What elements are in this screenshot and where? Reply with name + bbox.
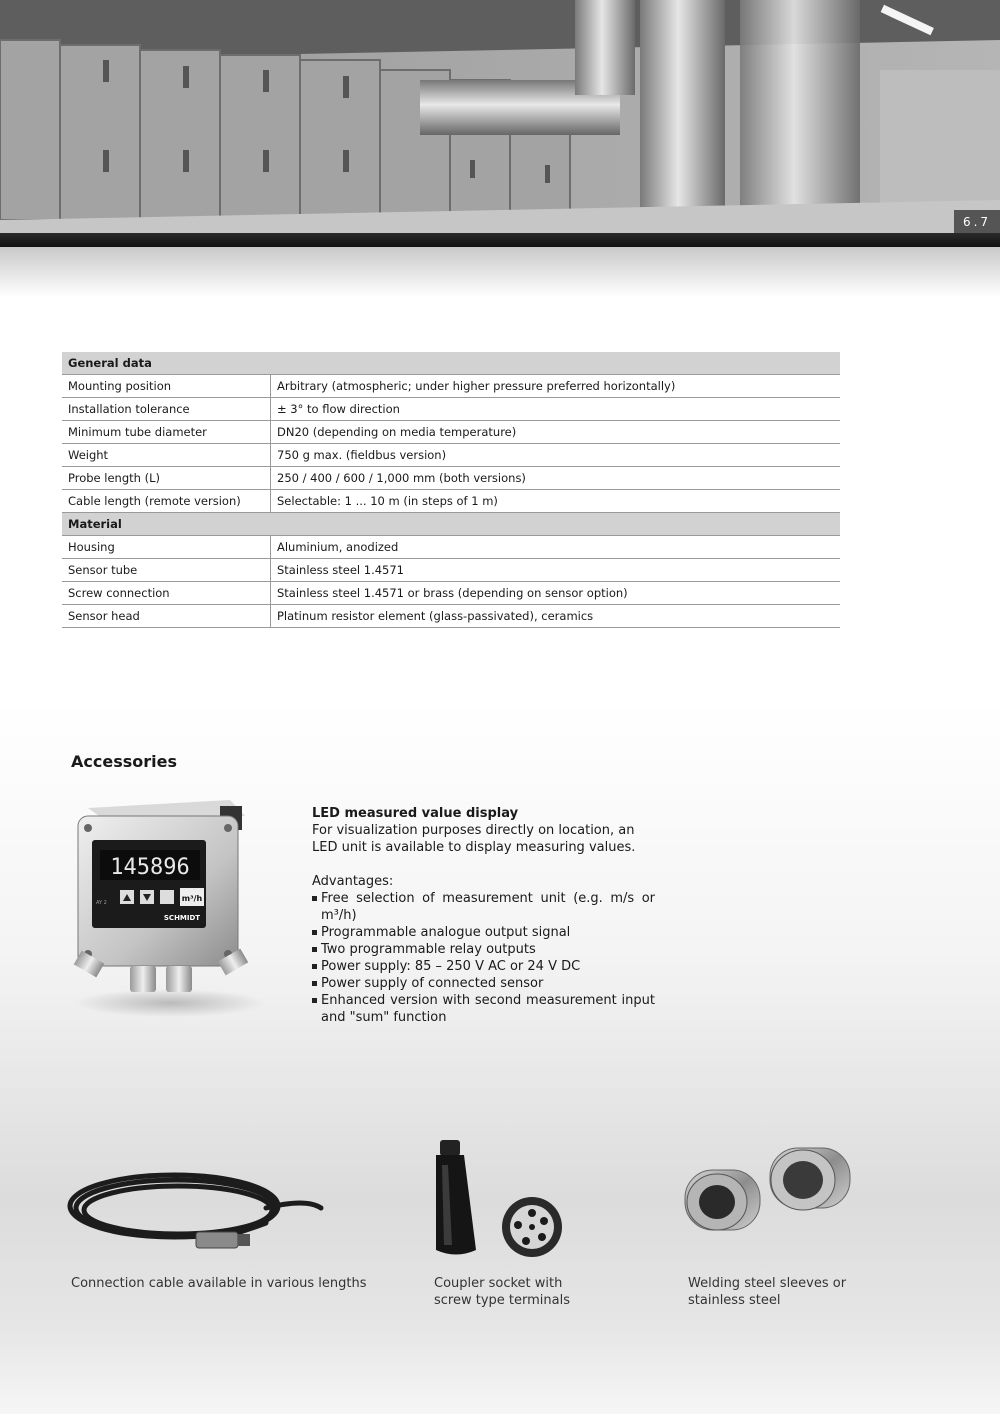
header-band xyxy=(0,233,1000,247)
header-fade xyxy=(0,247,1000,297)
row-label: Sensor head xyxy=(62,605,271,628)
table-section-header xyxy=(62,352,840,375)
table-row xyxy=(62,605,840,628)
advantages-list xyxy=(312,890,655,1026)
device-readout: 145896 xyxy=(110,855,190,880)
row-value: Platinum resistor element (glass-passivated), ceramics xyxy=(271,605,841,628)
device-brand: SCHMIDT xyxy=(163,914,201,922)
list-item: Programmable analogue output signal xyxy=(312,924,655,941)
row-label: Weight xyxy=(62,444,271,467)
row-label: Mounting position xyxy=(62,375,271,398)
table-row xyxy=(62,467,840,490)
row-value: ± 3° to flow direction xyxy=(271,398,841,421)
sleeves-caption: Welding steel sleeves or stainless steel xyxy=(688,1276,847,1308)
led-display-title: LED measured value display xyxy=(312,806,519,821)
spec-table xyxy=(62,352,840,628)
row-label: Probe length (L) xyxy=(62,467,271,490)
row-value: Aluminium, anodized xyxy=(271,536,841,559)
list-item: Power supply of connected sensor xyxy=(312,975,655,992)
connection-cable-image xyxy=(66,1168,336,1268)
coupler-socket-image xyxy=(430,1135,570,1265)
advantages-label: Advantages: xyxy=(312,874,394,889)
table-section-header xyxy=(62,513,840,536)
section-title: Material xyxy=(62,513,840,536)
table-row xyxy=(62,444,840,467)
table-row xyxy=(62,559,840,582)
row-value: 250 / 400 / 600 / 1,000 mm (both versions) xyxy=(271,467,841,490)
row-label: Sensor tube xyxy=(62,559,271,582)
page-number: 6.7 xyxy=(954,210,1000,233)
device-model: AY 2 xyxy=(96,900,107,906)
row-value: DN20 (depending on media temperature) xyxy=(271,421,841,444)
table-row xyxy=(62,582,840,605)
header-photo xyxy=(0,0,1000,233)
led-display-description xyxy=(312,805,655,1026)
row-label: Housing xyxy=(62,536,271,559)
row-value: Stainless steel 1.4571 or brass (depending on sensor option) xyxy=(271,582,841,605)
section-title: General data xyxy=(62,352,840,375)
row-value: 750 g max. (fieldbus version) xyxy=(271,444,841,467)
table-row xyxy=(62,536,840,559)
accessories-title: Accessories xyxy=(71,752,177,771)
table-row xyxy=(62,398,840,421)
led-display-text: For visualization purposes directly on location, an LED unit is available to display measuring values. xyxy=(312,823,636,855)
led-display-image xyxy=(70,798,270,1020)
row-label: Screw connection xyxy=(62,582,271,605)
table-row xyxy=(62,490,840,513)
welding-sleeves-image xyxy=(675,1140,860,1245)
list-item: Power supply: 85 – 250 V AC or 24 V DC xyxy=(312,958,655,975)
row-value: Selectable: 1 ... 10 m (in steps of 1 m) xyxy=(271,490,841,513)
row-value: Arbitrary (atmospheric; under higher pressure preferred horizontally) xyxy=(271,375,841,398)
cable-caption: Connection cable available in various lengths xyxy=(71,1276,367,1291)
row-value: Stainless steel 1.4571 xyxy=(271,559,841,582)
list-item: Enhanced version with second measurement input and "sum" function xyxy=(312,992,655,1026)
row-label: Cable length (remote version) xyxy=(62,490,271,513)
list-item: Free selection of measurement unit (e.g. m/s or m³/h) xyxy=(312,890,655,924)
row-label: Installation tolerance xyxy=(62,398,271,421)
row-label: Minimum tube diameter xyxy=(62,421,271,444)
coupler-caption: Coupler socket with screw type terminals xyxy=(434,1276,570,1308)
table-row xyxy=(62,421,840,444)
device-unit: m³/h xyxy=(181,894,203,903)
list-item: Two programmable relay outputs xyxy=(312,941,655,958)
table-row xyxy=(62,375,840,398)
